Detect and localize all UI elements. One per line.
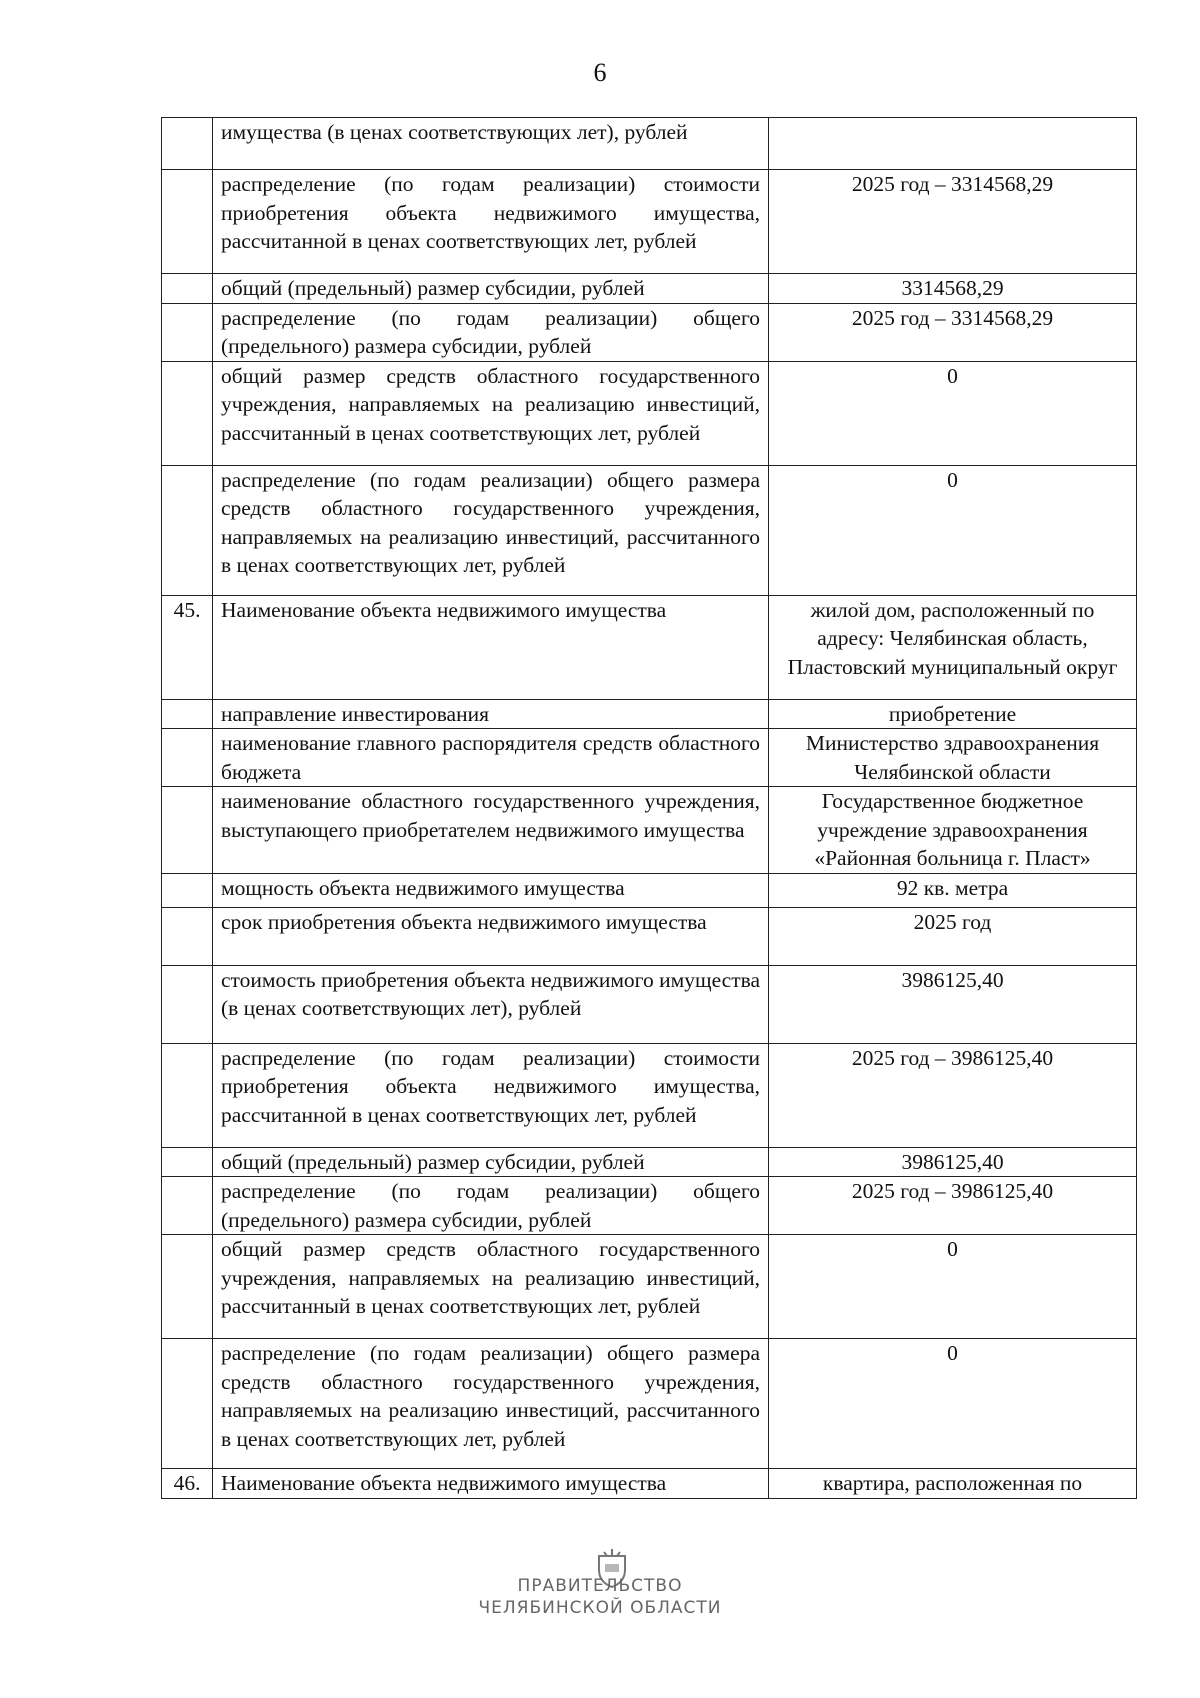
row-description: наименование областного государственного учреждения, выступающего приобретателем недвижимого имущества [213, 787, 769, 874]
table-row [162, 965, 1137, 1043]
row-number [162, 699, 213, 729]
row-value: 0 [769, 361, 1137, 465]
table-row [162, 907, 1137, 965]
table-row [162, 361, 1137, 465]
row-number [162, 274, 213, 304]
row-number [162, 873, 213, 907]
row-description: стоимость приобретения объекта недвижимого имущества (в ценах соответствующих лет), рублей [213, 965, 769, 1043]
row-value: 2025 год – 3986125,40 [769, 1177, 1137, 1235]
row-description: направление инвестирования [213, 699, 769, 729]
row-value: 2025 год – 3314568,29 [769, 170, 1137, 274]
row-description: Наименование объекта недвижимого имущества [213, 595, 769, 699]
table-row [162, 1043, 1137, 1147]
row-number [162, 303, 213, 361]
row-value: 2025 год [769, 907, 1137, 965]
row-description: распределение (по годам реализации) общего размера средств областного государственного учреждения, направляемых на реализацию инвестиций, рассчитанного в ценах соответствующих лет, рублей [213, 1339, 769, 1469]
row-description: распределение (по годам реализации) стоимости приобретения объекта недвижимого имущества, рассчитанной в ценах соответствующих лет, рублей [213, 170, 769, 274]
row-value: 92 кв. метра [769, 873, 1137, 907]
row-value: 0 [769, 465, 1137, 595]
row-description: наименование главного распорядителя средств областного бюджета [213, 729, 769, 787]
row-description: имущества (в ценах соответствующих лет), рублей [213, 118, 769, 170]
row-number [162, 118, 213, 170]
row-value: 0 [769, 1235, 1137, 1339]
row-value: 2025 год – 3986125,40 [769, 1043, 1137, 1147]
table-row [162, 118, 1137, 170]
table-row [162, 595, 1137, 699]
row-description: общий (предельный) размер субсидии, рублей [213, 274, 769, 304]
row-description: распределение (по годам реализации) общего (предельного) размера субсидии, рублей [213, 303, 769, 361]
row-description: распределение (по годам реализации) общего (предельного) размера субсидии, рублей [213, 1177, 769, 1235]
stamp-line-2: ЧЕЛЯБИНСКОЙ ОБЛАСТИ [478, 1598, 722, 1618]
row-value: 3986125,40 [769, 965, 1137, 1043]
row-number [162, 1177, 213, 1235]
row-description: общий размер средств областного государственного учреждения, направляемых на реализацию инвестиций, рассчитанный в ценах соответствующих лет, рублей [213, 1235, 769, 1339]
table-row [162, 274, 1137, 304]
row-number [162, 170, 213, 274]
table-row [162, 1339, 1137, 1469]
row-number [162, 729, 213, 787]
row-value: Государственное бюджетное учреждение здравоохранения «Районная больница г. Пласт» [769, 787, 1137, 874]
row-description: мощность объекта недвижимого имущества [213, 873, 769, 907]
table-row [162, 729, 1137, 787]
table-row [162, 1177, 1137, 1235]
row-value [769, 118, 1137, 170]
row-value: квартира, расположенная по [769, 1469, 1137, 1499]
row-number: 46. [162, 1469, 213, 1499]
row-number [162, 361, 213, 465]
table-row [162, 465, 1137, 595]
row-description: общий размер средств областного государственного учреждения, направляемых на реализацию инвестиций, рассчитанный в ценах соответствующих лет, рублей [213, 361, 769, 465]
table-row [162, 699, 1137, 729]
row-number [162, 965, 213, 1043]
row-number: 45. [162, 595, 213, 699]
row-number [162, 1235, 213, 1339]
table-row [162, 873, 1137, 907]
table-row [162, 303, 1137, 361]
row-value: жилой дом, расположенный по адресу: Челябинская область, Пластовский муниципальный округ [769, 595, 1137, 699]
row-number [162, 787, 213, 874]
row-value: Министерство здравоохранения Челябинской области [769, 729, 1137, 787]
row-description: общий (предельный) размер субсидии, рублей [213, 1147, 769, 1177]
row-value: 0 [769, 1339, 1137, 1469]
investment-table [161, 117, 1137, 1499]
row-description: распределение (по годам реализации) стоимости приобретения объекта недвижимого имущества, рассчитанной в ценах соответствующих лет, рублей [213, 1043, 769, 1147]
row-description: распределение (по годам реализации) общего размера средств областного государственного учреждения, направляемых на реализацию инвестиций, рассчитанного в ценах соответствующих лет, рублей [213, 465, 769, 595]
table-row [162, 787, 1137, 874]
government-stamp [0, 1575, 1200, 1619]
table-row [162, 1469, 1137, 1499]
row-number [162, 1339, 213, 1469]
table-row [162, 170, 1137, 274]
row-number [162, 1043, 213, 1147]
row-number [162, 907, 213, 965]
stamp-line-1: ПРАВИТЕЛЬСТВО [517, 1576, 683, 1596]
row-number [162, 465, 213, 595]
table-row [162, 1235, 1137, 1339]
row-value: 3986125,40 [769, 1147, 1137, 1177]
row-description: срок приобретения объекта недвижимого имущества [213, 907, 769, 965]
row-number [162, 1147, 213, 1177]
row-description: Наименование объекта недвижимого имущества [213, 1469, 769, 1499]
row-value: приобретение [769, 699, 1137, 729]
row-value: 3314568,29 [769, 274, 1137, 304]
page-number: 6 [593, 58, 607, 87]
table-row [162, 1147, 1137, 1177]
row-value: 2025 год – 3314568,29 [769, 303, 1137, 361]
